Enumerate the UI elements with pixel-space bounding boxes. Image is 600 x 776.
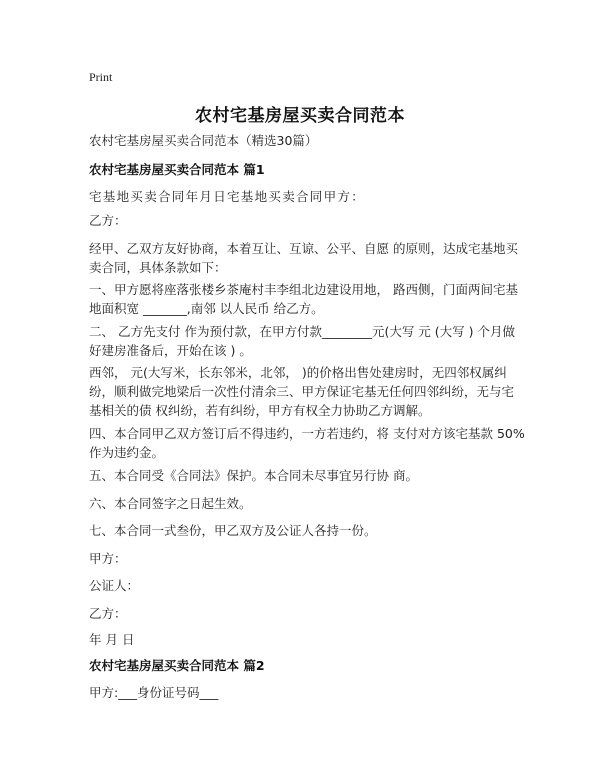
paragraph-party-a-id: 甲方:___身份证号码___ [89,685,219,700]
paragraph-clause-6: 六、本合同签字之日起生效。 [89,496,252,511]
paragraph-party-b: 乙方： [89,213,127,228]
paragraph-clause-7: 七、本合同一式叁份，甲乙双方及公证人各持一份。 [89,523,377,538]
paragraph-clause-3: 西邻， 元(大写米，长东邻米，北邻， )的价格出售处建房时，无四邻权属纠纷，顺利做完地梁后一次性付清余三、甲方保证宅基无任何四邻纠纷，无与宅基相关的债 权纠纷，若有纠纷，甲方有权全力协助乙方调解。 [89,365,515,418]
signature-party-a: 甲方： [89,551,127,566]
paragraph-clause-1: 一、甲方愿将座落张楼乡茶庵村丰李组北边建设用地， 路西侧，门面两间宅基地面积宽 _______,南邻 以人民币 给乙方。 [89,282,518,316]
paragraph-clause-4: 四、本合同甲乙双方签订后不得违约，一方若违约，将 支付对方该宅基款 50%作为违约金。 [89,426,525,460]
paragraph-clause-2: 二、 乙方先支付 作为预付款，在甲方付款________元(大写 元 (大写 ) 个月做好建房准备后，开始在该 ) 。 [89,324,515,358]
paragraph-contract-date: 宅基地买卖合同年月日宅基地买卖合同甲方： [89,189,366,204]
signature-party-b: 乙方： [89,606,127,621]
signature-date: 年 月 日 [89,632,135,647]
section-heading-1: 农村宅基房屋买卖合同范本 篇1 [89,162,265,177]
paragraph-clause-5: 五、本合同受《合同法》保护。本合同未尽事宜另行协 商。 [89,468,418,483]
section-heading-2: 农村宅基房屋买卖合同范本 篇2 [89,658,265,673]
document-subtitle: 农村宅基房屋买卖合同范本（精选30篇） [89,133,318,148]
signature-notary: 公证人： [89,578,140,593]
print-label: Print [89,70,113,84]
paragraph-negotiation: 经甲、乙双方友好协商，本着互让、互谅、公平、自愿 的原则，达成宅基地买卖合同，具体条款如下： [89,241,518,275]
document-title: 农村宅基房屋买卖合同范本 [195,106,405,126]
